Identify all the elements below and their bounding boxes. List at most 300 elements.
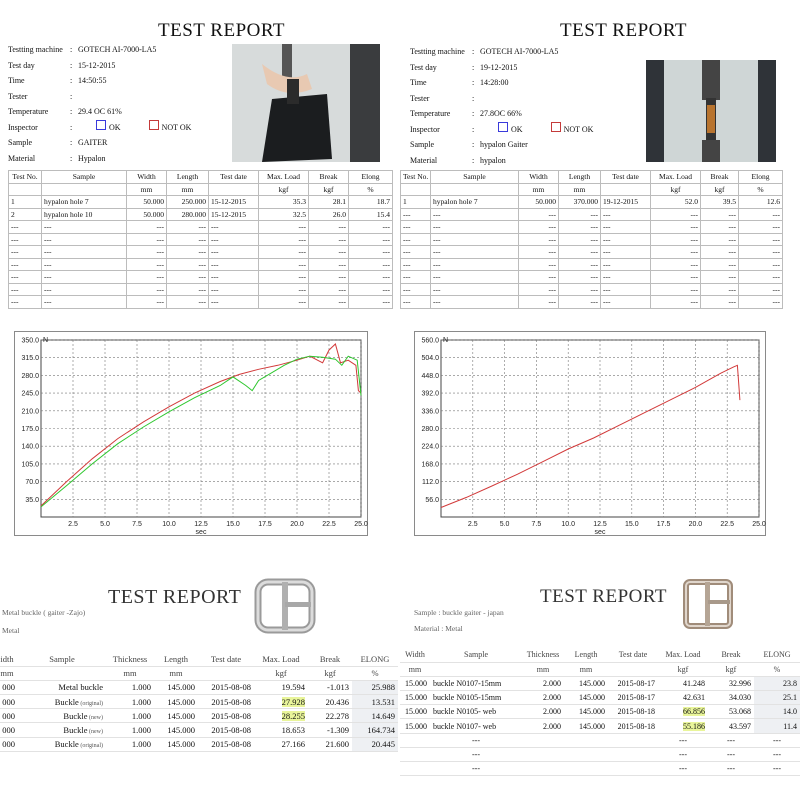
tensile-machine-photo-image	[646, 60, 776, 162]
table-cell	[754, 705, 800, 719]
cell-value: 15.000	[405, 721, 427, 731]
table-cell: 52.0	[651, 196, 701, 209]
header-cell: Test date	[198, 652, 254, 666]
table-cell	[564, 719, 608, 733]
cell-value: 1.000	[131, 710, 151, 721]
table-cell: ---	[559, 208, 601, 221]
table-cell: ---	[259, 221, 309, 234]
table-cell: ---	[209, 258, 259, 271]
table-cell: ---	[209, 221, 259, 234]
table-cell: ---	[209, 283, 259, 296]
table-cell	[400, 691, 430, 705]
table-cell: 15-12-2015	[209, 208, 259, 221]
table-cell: ---	[42, 283, 127, 296]
table-row	[9, 246, 393, 259]
header-cell: idth	[0, 652, 18, 666]
table-cell	[198, 709, 254, 723]
cell-value: 18.653	[281, 725, 305, 736]
table-row	[401, 296, 783, 309]
report-title: TEST REPORT	[108, 586, 242, 608]
table-cell	[106, 723, 154, 737]
empty-cell	[522, 747, 564, 761]
table-cell: ---	[349, 221, 393, 234]
empty-cell: ---	[708, 747, 754, 761]
cell-value: 000	[2, 725, 15, 736]
cell-value: 25.1	[783, 693, 797, 703]
y-tick-label: 224.0	[421, 443, 439, 451]
header-cell: mm	[519, 183, 559, 196]
header-cell: Width	[400, 648, 430, 662]
empty-cell	[564, 733, 608, 747]
table-cell	[564, 691, 608, 705]
not-ok-checkbox	[149, 120, 159, 130]
table-cell: ---	[42, 221, 127, 234]
report-info	[410, 44, 593, 168]
table-cell: ---	[739, 246, 783, 259]
table-row	[9, 258, 393, 271]
table-cell: ---	[42, 296, 127, 309]
table-cell: ---	[601, 221, 651, 234]
table-row	[9, 208, 393, 221]
header-cell	[601, 183, 651, 196]
cell-value: 2015-08-08	[211, 725, 251, 736]
table-cell	[754, 719, 800, 733]
header-row	[400, 648, 800, 662]
empty-cell: ---	[754, 733, 800, 747]
x-tick-label: 2.5	[68, 521, 78, 528]
table-cell	[564, 676, 608, 690]
table-row	[400, 747, 800, 761]
table-row	[400, 676, 800, 690]
table-row	[0, 709, 398, 723]
info-value: GOTECH AI-7000-LA5	[78, 45, 157, 54]
table-cell: ---	[349, 258, 393, 271]
table-cell	[106, 709, 154, 723]
table-cell: 39.5	[701, 196, 739, 209]
cell-value: buckle N0105-15mm	[433, 693, 502, 703]
table-cell: ---	[127, 296, 167, 309]
table-cell: ---	[559, 221, 601, 234]
table-row	[400, 691, 800, 705]
x-tick-label: 5.0	[499, 521, 510, 528]
header-row	[9, 183, 393, 196]
empty-cell	[564, 762, 608, 776]
info-row	[8, 151, 191, 167]
x-axis-label: sec	[594, 529, 606, 536]
cell-value: 1.000	[131, 696, 151, 707]
cell-value: 41.248	[683, 678, 705, 688]
cell-value: 2015-08-08	[211, 710, 251, 721]
ok-label: OK	[109, 122, 121, 132]
table-cell: ---	[167, 283, 209, 296]
header-cell: mm	[106, 666, 154, 680]
table-cell: ---	[431, 246, 519, 259]
cell-value: 145.000	[579, 707, 605, 717]
table-cell: ---	[42, 271, 127, 284]
table-cell	[18, 737, 106, 751]
table-cell	[0, 723, 18, 737]
info-value: 15-12-2015	[78, 60, 116, 70]
table-cell: ---	[701, 233, 739, 246]
table-row	[9, 296, 393, 309]
table-cell: ---	[739, 221, 783, 234]
metal-buckle-image	[680, 576, 736, 632]
load-time-chart	[15, 332, 369, 537]
cell-value: 28.255	[281, 710, 305, 721]
table-cell: ---	[559, 283, 601, 296]
table-cell	[352, 680, 398, 694]
table-cell	[430, 691, 522, 705]
info-key: Test day	[410, 62, 437, 72]
table-row	[401, 208, 783, 221]
table-cell: ---	[259, 283, 309, 296]
table-cell	[430, 719, 522, 733]
table-cell: ---	[519, 208, 559, 221]
cell-value: 15.000	[405, 678, 427, 688]
table-cell: 370.000	[559, 196, 601, 209]
empty-cell: ---	[708, 762, 754, 776]
info-value: 19-12-2015	[480, 62, 518, 72]
table-cell: ---	[559, 296, 601, 309]
info-key: Test day	[8, 60, 35, 70]
table-cell: ---	[431, 208, 519, 221]
table-cell	[608, 691, 658, 705]
table-cell: ---	[559, 271, 601, 284]
cell-value: 42.631	[683, 693, 705, 703]
table-row	[400, 705, 800, 719]
ok-checkbox	[96, 120, 106, 130]
info-key: Time	[410, 78, 427, 87]
table-cell: ---	[431, 233, 519, 246]
info-sep: :	[70, 76, 73, 85]
load-chart-right	[414, 331, 766, 536]
cell-value: Buckle	[63, 725, 88, 736]
table-cell	[0, 737, 18, 751]
table-cell: ---	[651, 221, 701, 234]
info-value: 14:50:55	[78, 76, 107, 85]
header-row	[401, 183, 783, 196]
report-panel-top-right	[398, 0, 800, 330]
empty-cell	[522, 733, 564, 747]
header-cell: kgf	[658, 662, 708, 676]
table-cell: ---	[431, 258, 519, 271]
table-cell: ---	[9, 246, 42, 259]
empty-cell: ---	[708, 733, 754, 747]
info-row	[8, 58, 191, 74]
table-cell	[198, 695, 254, 709]
x-tick-label: 10.0	[561, 521, 576, 528]
table-cell: ---	[9, 271, 42, 284]
empty-cell: ---	[658, 747, 708, 761]
empty-cell	[608, 733, 658, 747]
report-title: TEST REPORT	[158, 20, 285, 41]
header-cell: ELONG	[754, 648, 800, 662]
table-cell	[0, 680, 18, 694]
info-key: Testting machine	[410, 47, 465, 56]
table-cell	[154, 709, 198, 723]
header-cell: Break	[701, 171, 739, 184]
table-cell: 50.000	[127, 208, 167, 221]
sample-photo	[232, 44, 380, 162]
info-key: Tester	[8, 91, 28, 101]
table-cell	[708, 691, 754, 705]
y-tick-label: 70.0	[25, 479, 39, 487]
cell-value: 53.068	[729, 707, 751, 717]
header-cell: Test date	[608, 648, 658, 662]
cell-value: 145.000	[167, 710, 195, 721]
table-row	[401, 233, 783, 246]
table-cell	[352, 709, 398, 723]
table-cell: ---	[601, 233, 651, 246]
cell-value: 22.278	[325, 710, 349, 721]
empty-cell: ---	[430, 762, 522, 776]
header-cell	[430, 662, 522, 676]
info-value: Hypalon	[78, 153, 106, 163]
x-tick-label: 25.0	[752, 521, 766, 528]
table-cell: hypalon hole 7	[42, 196, 127, 209]
table-row	[401, 221, 783, 234]
info-key: Temperature	[8, 107, 49, 116]
cell-value: 2015-08-17	[617, 678, 655, 688]
table-cell	[154, 680, 198, 694]
y-tick-label: 315.0	[21, 355, 39, 363]
table-cell: ---	[9, 296, 42, 309]
cell-value: 25.988	[371, 682, 395, 693]
table-cell: ---	[42, 258, 127, 271]
x-tick-label: 25.0	[354, 521, 368, 528]
info-sep: :	[472, 93, 475, 103]
table-cell: ---	[9, 258, 42, 271]
y-tick-label: 560.0	[421, 337, 439, 345]
cell-value: 23.8	[783, 678, 797, 688]
y-tick-label: 175.0	[21, 426, 39, 433]
table-row	[9, 233, 393, 246]
cell-value: 145.000	[167, 739, 195, 750]
table-cell: ---	[739, 271, 783, 284]
table-cell: ---	[167, 221, 209, 234]
header-cell: mm	[127, 183, 167, 196]
table-row	[0, 695, 398, 709]
table-cell: ---	[701, 208, 739, 221]
table-cell	[658, 705, 708, 719]
table-cell: hypalon hole 7	[431, 196, 519, 209]
info-value: hypalon	[480, 155, 506, 165]
info-row	[410, 137, 593, 153]
y-tick-label: 280.0	[21, 372, 39, 380]
table-cell: ---	[701, 283, 739, 296]
results-table	[400, 170, 783, 309]
table-cell	[308, 723, 352, 737]
cell-value: 27.166	[281, 739, 305, 750]
cell-value: 2015-08-17	[617, 693, 655, 703]
table-cell: ---	[651, 283, 701, 296]
cell-value: Buckle	[54, 739, 79, 750]
series-line-0	[441, 365, 740, 507]
table-cell	[658, 691, 708, 705]
material-line: Material : Metal	[414, 624, 463, 633]
table-cell: ---	[9, 233, 42, 246]
table-row	[0, 737, 398, 751]
table-row	[401, 258, 783, 271]
table-cell	[106, 680, 154, 694]
info-sep: :	[70, 107, 73, 116]
cell-value: 2.000	[543, 721, 561, 731]
header-cell: kgf	[259, 183, 309, 196]
sample-line: Metal buckle ( gaiter -Zajo)	[2, 608, 86, 617]
cell-value: 1.000	[131, 682, 151, 693]
table-cell: ---	[42, 233, 127, 246]
table-cell: ---	[209, 296, 259, 309]
header-cell: kgf	[708, 662, 754, 676]
table-cell: ---	[519, 246, 559, 259]
table-row	[400, 762, 800, 776]
y-tick-label: 210.0	[21, 408, 39, 416]
table-cell	[522, 719, 564, 733]
header-cell: mm	[400, 662, 430, 676]
not-ok-checkbox	[551, 122, 561, 132]
info-sep: :	[472, 140, 475, 149]
x-tick-label: 15.0	[226, 521, 240, 528]
table-cell: ---	[259, 246, 309, 259]
header-cell	[401, 183, 431, 196]
cell-value: 34.030	[729, 693, 751, 703]
header-cell	[431, 183, 519, 196]
y-tick-label: 105.0	[21, 461, 39, 469]
table-cell	[18, 680, 106, 694]
info-row	[410, 153, 593, 169]
table-cell: 50.000	[127, 196, 167, 209]
header-cell: %	[352, 666, 398, 680]
header-cell	[18, 666, 106, 680]
table-cell: ---	[651, 208, 701, 221]
empty-cell	[522, 762, 564, 776]
header-cell: Test date	[209, 171, 259, 184]
header-cell	[42, 183, 127, 196]
cell-value: 27.928	[281, 696, 305, 707]
cell-value: 2015-08-08	[211, 696, 251, 707]
empty-cell: ---	[430, 747, 522, 761]
table-cell	[308, 709, 352, 723]
info-key: Sample	[410, 140, 434, 149]
table-cell: ---	[651, 233, 701, 246]
table-cell: ---	[259, 233, 309, 246]
table-cell: ---	[701, 221, 739, 234]
table-cell: 12.6	[739, 196, 783, 209]
cell-value: 32.996	[729, 678, 751, 688]
table-cell: ---	[601, 246, 651, 259]
table-cell	[308, 737, 352, 751]
header-cell	[209, 183, 259, 196]
table-cell	[564, 705, 608, 719]
table-cell: ---	[431, 296, 519, 309]
header-cell: kgf	[701, 183, 739, 196]
sample-tag: (original)	[78, 700, 103, 707]
header-cell	[608, 662, 658, 676]
header-cell: %	[349, 183, 393, 196]
table-row	[9, 196, 393, 209]
info-row	[410, 106, 593, 122]
table-cell: ---	[739, 296, 783, 309]
x-tick-label: 7.5	[132, 521, 142, 528]
cell-value: 1.000	[131, 725, 151, 736]
table-cell: ---	[309, 246, 349, 259]
cell-value: 000	[2, 682, 15, 693]
info-sep: :	[472, 124, 475, 134]
table-cell	[0, 695, 18, 709]
empty-cell	[564, 747, 608, 761]
table-cell	[522, 705, 564, 719]
table-cell	[430, 705, 522, 719]
report-title: TEST REPORT	[560, 20, 687, 41]
table-cell	[154, 695, 198, 709]
table-cell: 1	[9, 196, 42, 209]
y-tick-label: 168.0	[421, 461, 439, 469]
table-row	[9, 271, 393, 284]
info-key: Sample	[8, 138, 32, 147]
cell-value: 1.000	[131, 739, 151, 750]
header-cell: Max. Load	[651, 171, 701, 184]
header-cell: Sample	[18, 652, 106, 666]
cell-value: 11.4	[783, 721, 797, 731]
table-cell: ---	[401, 246, 431, 259]
table-row	[0, 723, 398, 737]
header-cell: kgf	[308, 666, 352, 680]
table-cell: 2	[9, 208, 42, 221]
table-row	[401, 246, 783, 259]
cell-value: 2015-08-18	[617, 707, 655, 717]
header-cell: kgf	[254, 666, 308, 680]
cell-value: 145.000	[579, 678, 605, 688]
y-tick-label: 392.0	[421, 390, 439, 398]
info-sep: :	[70, 122, 73, 132]
cell-value: 2.000	[543, 693, 561, 703]
table-cell	[0, 709, 18, 723]
cell-value: 20.445	[371, 739, 395, 750]
report-panel-top-left	[0, 0, 398, 330]
info-sep: :	[472, 78, 475, 87]
y-tick-label: 448.0	[421, 372, 439, 380]
y-axis-label: N	[443, 337, 449, 344]
y-tick-label: 140.0	[21, 443, 39, 451]
info-sep: :	[70, 91, 73, 101]
header-cell: Test No.	[9, 171, 42, 184]
y-tick-label: 112.0	[422, 479, 439, 487]
table-cell: ---	[601, 271, 651, 284]
table-cell: 32.5	[259, 208, 309, 221]
table-cell: ---	[601, 208, 651, 221]
buckle-photo	[680, 576, 736, 632]
empty-cell	[608, 747, 658, 761]
table-cell: ---	[167, 271, 209, 284]
table-row	[400, 719, 800, 733]
load-time-chart	[415, 332, 767, 537]
table-cell	[254, 723, 308, 737]
x-tick-label: 22.5	[720, 521, 735, 528]
table-cell: ---	[431, 271, 519, 284]
report-panel-bottom-left	[0, 570, 398, 800]
table-cell: ---	[127, 283, 167, 296]
table-cell: ---	[739, 283, 783, 296]
info-value: 29.4 OC 61%	[78, 107, 122, 116]
cell-value: 000	[2, 710, 15, 721]
metal-buckle-image	[252, 576, 318, 636]
table-cell: ---	[431, 283, 519, 296]
table-cell: ---	[401, 233, 431, 246]
table-row	[401, 283, 783, 296]
cell-value: 2015-08-08	[211, 682, 251, 693]
table-cell: ---	[42, 246, 127, 259]
header-cell: Max. Load	[658, 648, 708, 662]
